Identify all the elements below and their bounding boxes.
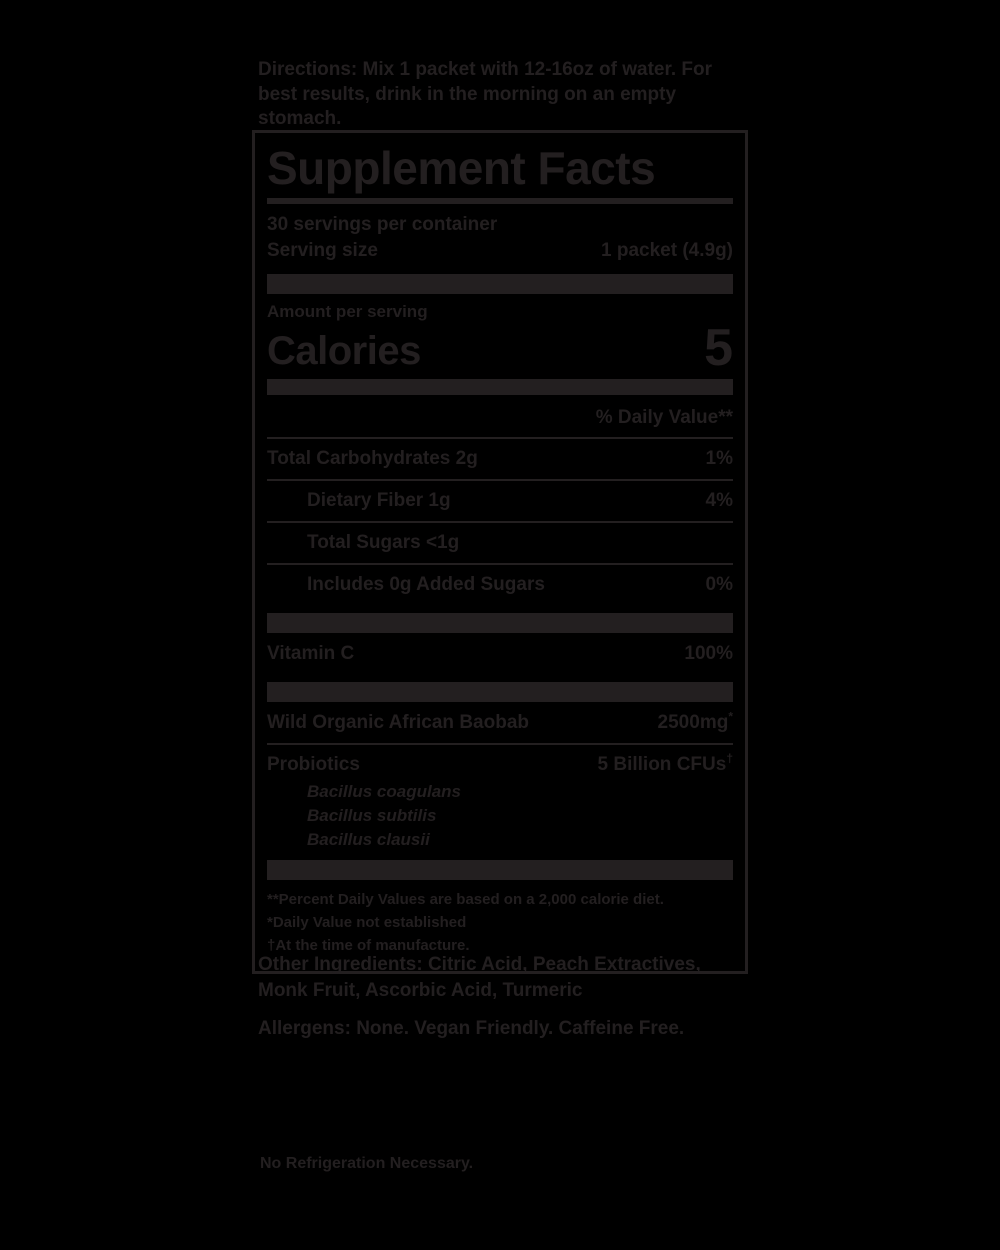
nutrient-name: Probiotics xyxy=(267,754,360,776)
footnote-marker: * xyxy=(728,709,733,724)
nutrient-row-added-sugars xyxy=(267,565,733,605)
title-divider xyxy=(267,198,733,204)
refrigeration-note: No Refrigeration Necessary. xyxy=(260,1155,474,1172)
daily-value-header: % Daily Value** xyxy=(595,407,733,429)
calories-label: Calories xyxy=(267,329,421,374)
footnote-line: **Percent Daily Values are based on a 2,000 calorie diet. xyxy=(267,890,664,908)
section-bar xyxy=(267,613,733,633)
species-item: Bacillus subtilis xyxy=(307,805,437,825)
footnote-line: †At the time of manufacture. xyxy=(267,937,470,955)
footnotes xyxy=(267,888,733,958)
serving-size-row xyxy=(267,237,733,266)
nutrient-row-baobab xyxy=(267,710,733,743)
supplement-facts-title: Supplement Facts xyxy=(267,142,656,194)
nutrient-dv: 0% xyxy=(705,574,733,596)
supplement-facts-panel xyxy=(252,130,748,974)
species-item: Bacillus clausii xyxy=(307,829,430,849)
servings-per-container: 30 servings per container xyxy=(267,213,498,235)
calories-row xyxy=(267,318,733,377)
section-bar xyxy=(267,682,733,702)
nutrient-row-dietary-fiber xyxy=(267,481,733,521)
nutrient-name: Wild Organic African Baobab xyxy=(267,712,529,734)
nutrient-name: Total Carbohydrates 2g xyxy=(267,448,478,470)
species-item: Bacillus coagulans xyxy=(307,782,461,802)
other-ingredients-text: Other Ingredients: Citric Acid, Peach Extractives, Monk Fruit, Ascorbic Acid, Turmeric xyxy=(258,954,701,1001)
section-bar xyxy=(267,860,733,880)
allergens-text: Allergens: None. Vegan Friendly. Caffeine Free. xyxy=(258,1018,685,1039)
nutrient-row-total-sugars xyxy=(267,523,733,563)
nutrient-name: Includes 0g Added Sugars xyxy=(307,574,545,596)
serving-size-value: 1 packet (4.9g) xyxy=(601,240,733,262)
calories-value: 5 xyxy=(704,318,733,377)
footnote-marker: † xyxy=(726,751,733,766)
nutrient-name: Vitamin C xyxy=(267,643,355,665)
nutrient-dv: 1% xyxy=(705,448,733,470)
amount-per-serving-label: Amount per serving xyxy=(267,301,428,321)
nutrient-name: Total Sugars <1g xyxy=(307,532,460,554)
section-bar xyxy=(267,274,733,294)
nutrient-row-probiotics xyxy=(267,745,733,780)
nutrient-row-total-carbohydrates xyxy=(267,439,733,479)
nutrient-amount: 2500mg* xyxy=(657,709,733,734)
serving-size-label: Serving size xyxy=(267,240,378,262)
directions-text: Directions: Mix 1 packet with 12-16oz of water. For best results, drink in the morning on an empty stomach. xyxy=(258,59,713,130)
footnote-line: *Daily Value not established xyxy=(267,913,467,931)
nutrient-dv: 100% xyxy=(684,643,733,665)
section-bar xyxy=(267,379,733,395)
probiotic-species-list xyxy=(267,780,733,851)
nutrient-dv: 4% xyxy=(705,490,733,512)
nutrient-row-vitamin-c xyxy=(267,641,733,674)
nutrient-amount: 5 Billion CFUs† xyxy=(597,751,733,776)
nutrient-name: Dietary Fiber 1g xyxy=(307,490,451,512)
